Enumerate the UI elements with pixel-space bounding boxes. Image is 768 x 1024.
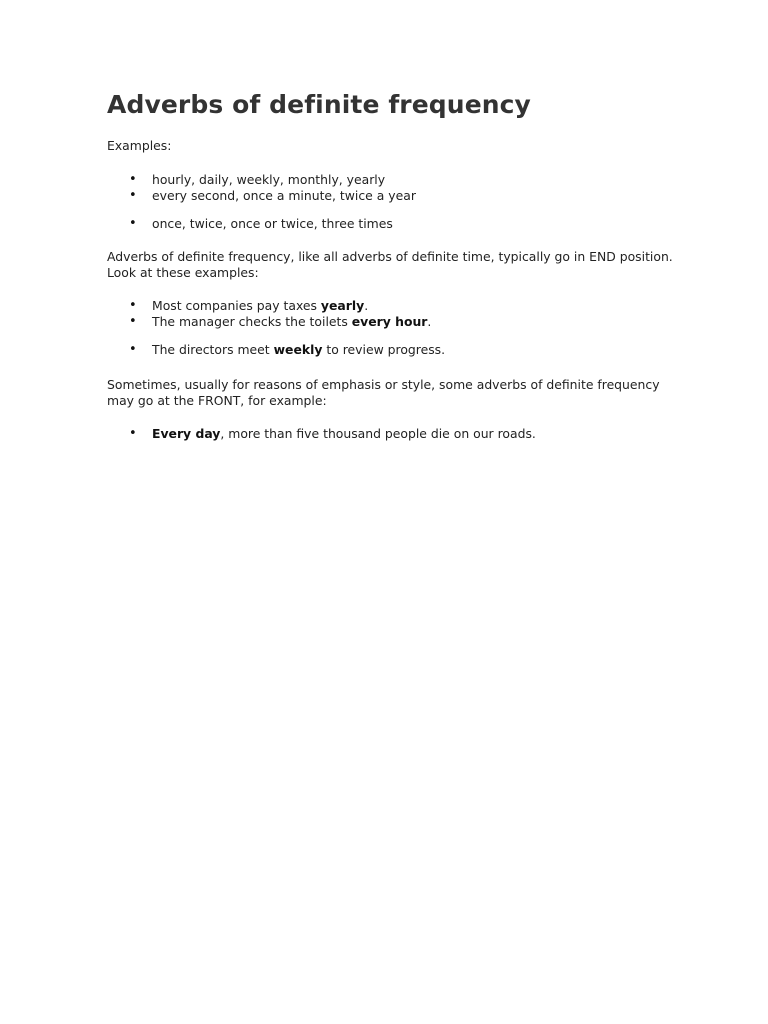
list-item-text: once, twice, once or twice, three times <box>152 216 393 231</box>
list-item <box>107 426 536 442</box>
list-item-text-after: . <box>364 298 369 313</box>
list-item <box>107 216 416 232</box>
list-item-text-before: The directors meet <box>152 342 274 357</box>
list-item-adverb: weekly <box>273 342 323 357</box>
bullet-icon: • <box>129 298 137 313</box>
list-item <box>107 314 445 330</box>
bullet-icon: • <box>129 426 137 441</box>
list-item <box>107 342 445 358</box>
list-item-text-before: Most companies pay taxes <box>152 298 321 313</box>
list-item-text: hourly, daily, weekly, monthly, yearly <box>152 172 386 187</box>
bullet-icon: • <box>129 314 137 329</box>
list-item-text-after: to review progress. <box>322 342 446 357</box>
list-item-text-after: . <box>427 314 432 329</box>
list-item <box>107 188 416 204</box>
list-item <box>107 298 445 314</box>
page-title: Adverbs of definite frequency <box>107 90 531 119</box>
frequency-examples-list <box>107 172 416 232</box>
end-position-examples-list <box>107 298 445 358</box>
list-item-text-after: , more than five thousand people die on our roads. <box>220 426 536 441</box>
front-position-paragraph: Sometimes, usually for reasons of emphasis or style, some adverbs of definite frequency may go at the FRONT, for example: <box>107 377 660 408</box>
bullet-icon: • <box>129 188 137 203</box>
list-item-text: every second, once a minute, twice a year <box>152 188 416 203</box>
examples-label: Examples: <box>107 138 172 153</box>
end-position-paragraph: Adverbs of definite frequency, like all adverbs of definite time, typically go in END position. Look at these examples: <box>107 249 673 280</box>
list-item-adverb: yearly <box>320 298 365 313</box>
bullet-icon: • <box>129 216 137 231</box>
list-item-adverb: every hour <box>351 314 428 329</box>
bullet-icon: • <box>129 172 137 187</box>
bullet-icon: • <box>129 342 137 357</box>
list-item-text-before: The manager checks the toilets <box>152 314 352 329</box>
list-item <box>107 172 416 188</box>
front-position-examples-list <box>107 426 536 442</box>
list-item-adverb: Every day <box>152 426 221 441</box>
